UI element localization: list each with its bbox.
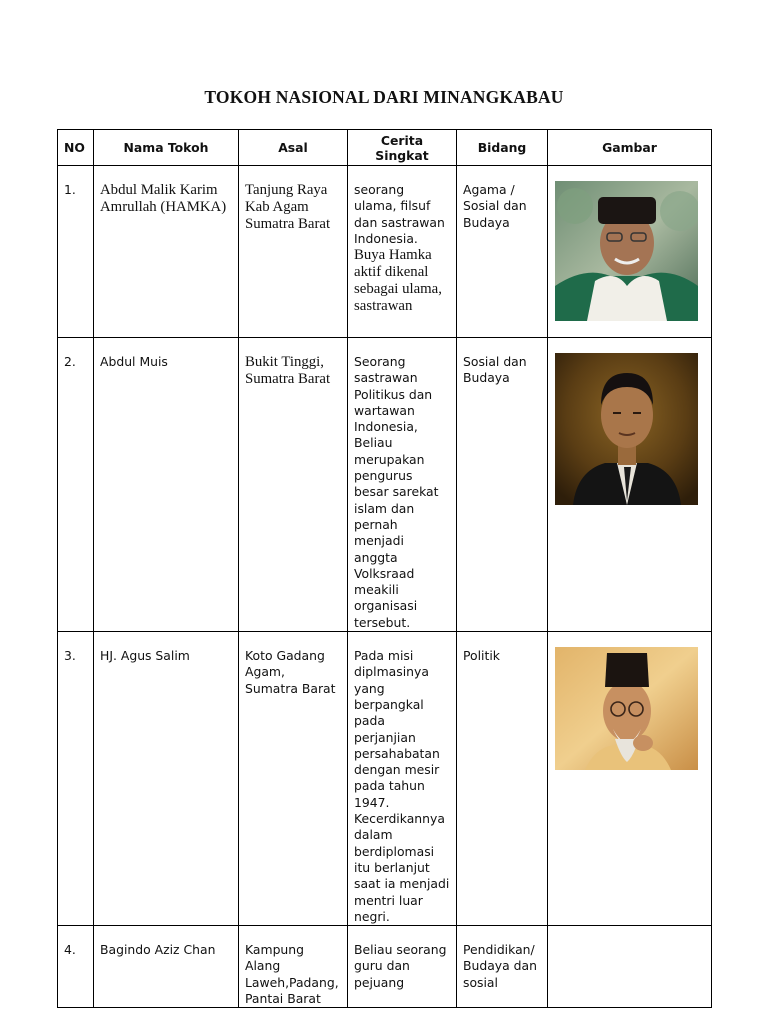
cell-asal (239, 926, 348, 1008)
nama-tokoh: Abdul Muis (100, 354, 168, 369)
cell-bidang (457, 166, 548, 338)
header-bidang: Bidang (457, 130, 548, 166)
bidang: Pendidikan/ Budaya dan sosial (463, 942, 537, 990)
asal: Koto Gadang Agam, Sumatra Barat (245, 648, 336, 696)
cell-gambar (548, 632, 712, 926)
cell-nama (94, 338, 239, 632)
bidang: Politik (463, 648, 500, 664)
nama-tokoh: Abdul Malik Karim Amrullah (HAMKA) (100, 182, 227, 215)
cell-bidang (457, 926, 548, 1008)
asal: Bukit Tinggi, Sumatra Barat (245, 354, 331, 387)
table-header-row (58, 130, 712, 166)
cell-gambar (548, 338, 712, 632)
bidang: Agama / Sosial dan Budaya (463, 182, 527, 230)
cell-bidang (457, 338, 548, 632)
cell-gambar (548, 166, 712, 338)
portrait-hamka (555, 181, 698, 321)
bidang: Sosial dan Budaya (463, 354, 527, 386)
header-asal: Asal (239, 130, 348, 166)
table-row (58, 338, 712, 632)
cell-nama (94, 926, 239, 1008)
table-row (58, 926, 712, 1008)
nama-tokoh: HJ. Agus Salim (100, 648, 190, 664)
cell-gambar (548, 926, 712, 1008)
cell-asal (239, 166, 348, 338)
table-row (58, 166, 712, 338)
nama-tokoh: Bagindo Aziz Chan (100, 942, 216, 958)
page-title: TOKOH NASIONAL DARI MINANGKABAU (204, 87, 564, 107)
table-row (58, 632, 712, 926)
cell-no (58, 338, 94, 632)
cell-cerita (348, 338, 457, 632)
cell-no (58, 166, 94, 338)
portrait-abdul-muis (555, 353, 698, 505)
cell-asal (239, 338, 348, 632)
cell-cerita (348, 166, 457, 338)
header-gambar: Gambar (548, 130, 712, 166)
row-number: 4. (64, 942, 76, 958)
row-number: 3. (64, 648, 76, 664)
cerita-singkat: Beliau seorang guru dan pejuang (354, 942, 447, 990)
cell-no (58, 632, 94, 926)
cell-nama (94, 166, 239, 338)
asal: Kampung Alang Laweh,Padang, Pantai Barat (245, 942, 339, 1006)
cell-asal (239, 632, 348, 926)
header-nama-tokoh: Nama Tokoh (94, 130, 239, 166)
header-cerita-singkat: Cerita Singkat (348, 130, 457, 166)
cerita-singkat: Seorang sastrawan Politikus dan wartawan Indonesia, Beliau merupakan pengurus besar sarekat islam dan pernah menjadi anggta Volksraad meakili organisasi tersebut. (354, 354, 439, 630)
cell-bidang (457, 632, 548, 926)
row-number: 2. (64, 354, 76, 369)
cell-cerita (348, 926, 457, 1008)
cell-cerita (348, 632, 457, 926)
cell-no (58, 926, 94, 1008)
cell-nama (94, 632, 239, 926)
asal: Tanjung Raya Kab Agam Sumatra Barat (245, 182, 331, 232)
cerita-singkat-lanjutan: Buya Hamka aktif dikenal sebagai ulama, sastrawan (354, 247, 442, 315)
header-no: NO (58, 130, 94, 166)
cerita-singkat: Pada misi diplmasinya yang berpangkal pada perjanjian persahabatan dengan mesir pada tahun 1947. Kecerdikannya dalam berdiplomasi itu berlanjut saat ia menjadi mentri luar negri. (354, 648, 450, 924)
portrait-agus-salim (555, 647, 698, 770)
cerita-singkat: seorang ulama, filsuf dan sastrawan Indonesia. (354, 182, 445, 246)
row-number: 1. (64, 182, 76, 197)
tokoh-table (57, 129, 712, 1008)
